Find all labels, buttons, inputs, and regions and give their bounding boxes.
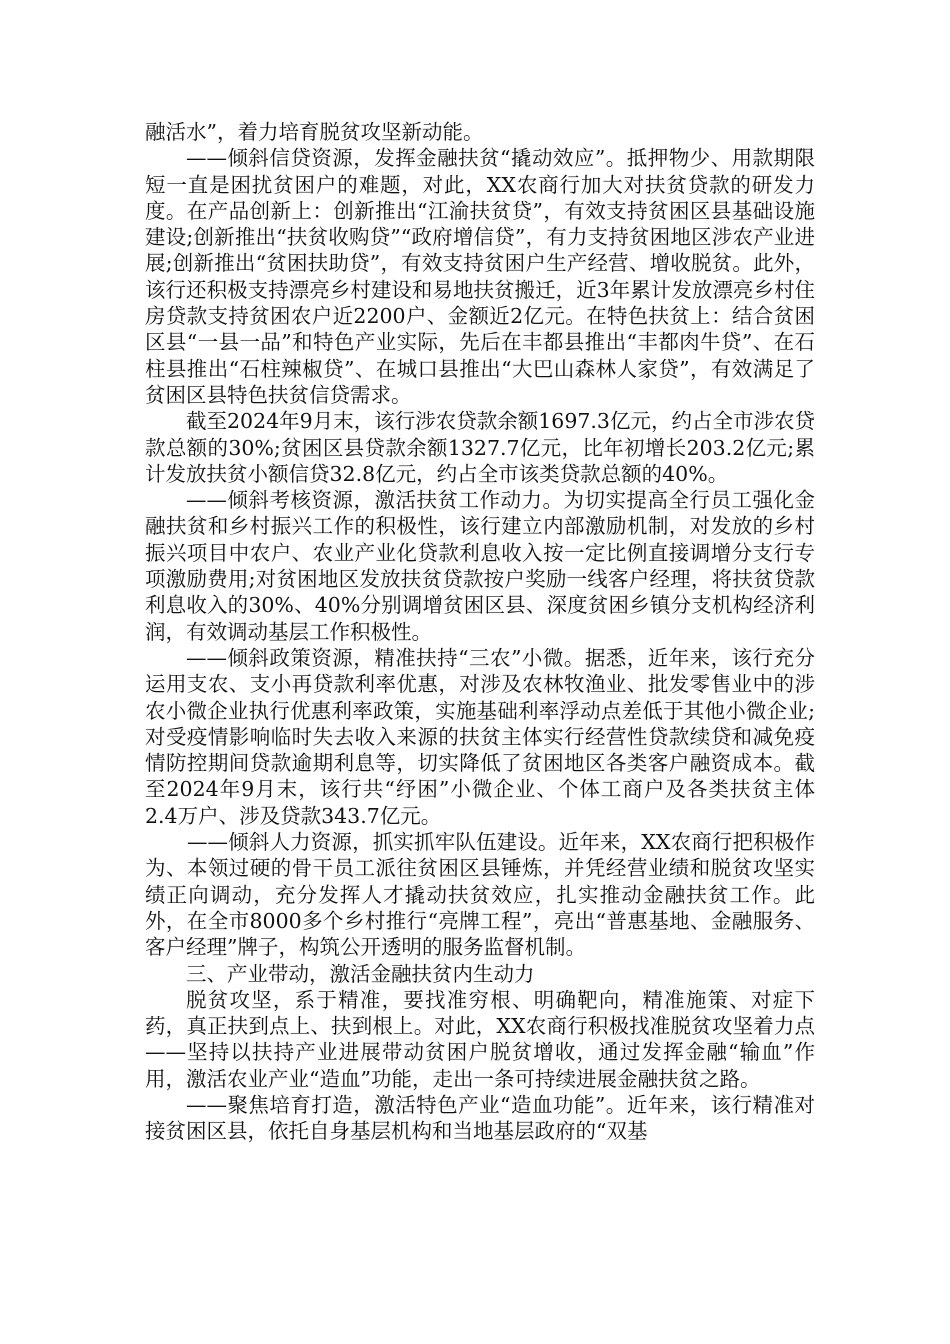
paragraph-continuation: 融活水”，着力培育脱贫攻坚新动能。 bbox=[145, 120, 484, 144]
paragraph-featured-industry: ——聚焦培育打造，激活特色产业“造血功能”。近年来，该行精准对接贫困区县，依托自身基层机构和当地基层政府的“双基 bbox=[145, 1092, 815, 1144]
paragraph-credit-resources: ——倾斜信贷资源，发挥金融扶贫“撬动效应”。抵押物少、用款期限短一直是困扰贫困户的难题，对此，XX农商行加大对扶贫贷款的研发力度。在产品创新上：创新推出“江渝扶贫贷”，有效支持贫困区县基础设施建设;创新推出“扶贫收购贷”“政府增信贷”，有力支持贫困地区涉农产业进展;创新推出“贫困扶助贷”，有效支持贫困户生产经营、增收脱贫。此外，该行还积极支持漂亮乡村建设和易地扶贫搬迁，近3年累计发放漂亮乡村住房贷款支持贫困农户近2200户、金额近2亿元。在特色扶贫上：结合贫困区县“一县一品”和特色产业实际，先后在丰都县推出“丰都肉牛贷”、在石柱县推出“石柱辣椒贷”、在城口县推出“大巴山森林人家贷”，有效满足了贫困区县特色扶贫信贷需求。 bbox=[145, 146, 815, 407]
document-body bbox=[145, 119, 815, 1145]
paragraph-human-resources: ——倾斜人力资源，抓实抓牢队伍建设。近年来，XX农商行把积极作为、本领过硬的骨干员工派往贫困区县锤炼，并凭经营业绩和脱贫攻坚实绩正向调动，充分发挥人才撬动扶贫效应，扎实推动金融扶贫工作。此外，在全市8000多个乡村推行“亮牌工程”，亮出“普惠基地、金融服务、客户经理”牌子，构筑公开透明的服务监督机制。 bbox=[145, 830, 815, 960]
paragraph-policy-resources: ——倾斜政策资源，精准扶持“三农”小微。据悉，近年来，该行充分运用支农、支小再贷款利率优惠，对涉及农林牧渔业、批发零售业中的涉农小微企业执行优惠利率政策，实施基础利率浮动点差低于其他小微企业;对受疫情影响临时失去收入来源的扶贫主体实行经营性贷款续贷和减免疫情防控期间贷款逾期利息等，切实降低了贫困地区各类客户融资成本。截至2024年9月末，该行共“纾困”小微企业、个体工商户及各类扶贫主体2.4万户、涉及贷款343.7亿元。 bbox=[145, 645, 815, 828]
paragraph-assessment-resources: ——倾斜考核资源，激活扶贫工作动力。为切实提高全行员工强化金融扶贫和乡村振兴工作的积极性，该行建立内部激励机制，对发放的乡村振兴项目中农户、农业产业化贷款利息收入按一定比例直接调增分支行专项激励费用;对贫困地区发放扶贫贷款按户奖励一线客户经理，将扶贫贷款利息收入的30%、40%分别调增贫困区县、深度贫困乡镇分支机构经济利润，有效调动基层工作积极性。 bbox=[145, 488, 815, 644]
paragraph-precision-poverty: 脱贫攻坚，系于精准，要找准穷根、明确靶向，精准施策、对症下药，真正扶到点上、扶到根上。对此，XX农商行积极找准脱贫攻坚着力点——坚持以扶持产业进展带动贫困户脱贫增收，通过发挥金融“输血”作用，激活农业产业“造血”功能，走出一条可持续进展金融扶贫之路。 bbox=[145, 987, 815, 1091]
paragraph-loan-statistics: 截至2024年9月末，该行涉农贷款余额1697.3亿元，约占全市涉农贷款总额的30%;贫困区县贷款余额1327.7亿元，比年初增长203.2亿元;累计发放扶贫小额信贷32.8亿元，约占全市该类贷款总额的40%。 bbox=[145, 409, 815, 486]
section-heading-industry: 三、产业带动，激活金融扶贫内生动力 bbox=[186, 961, 535, 986]
